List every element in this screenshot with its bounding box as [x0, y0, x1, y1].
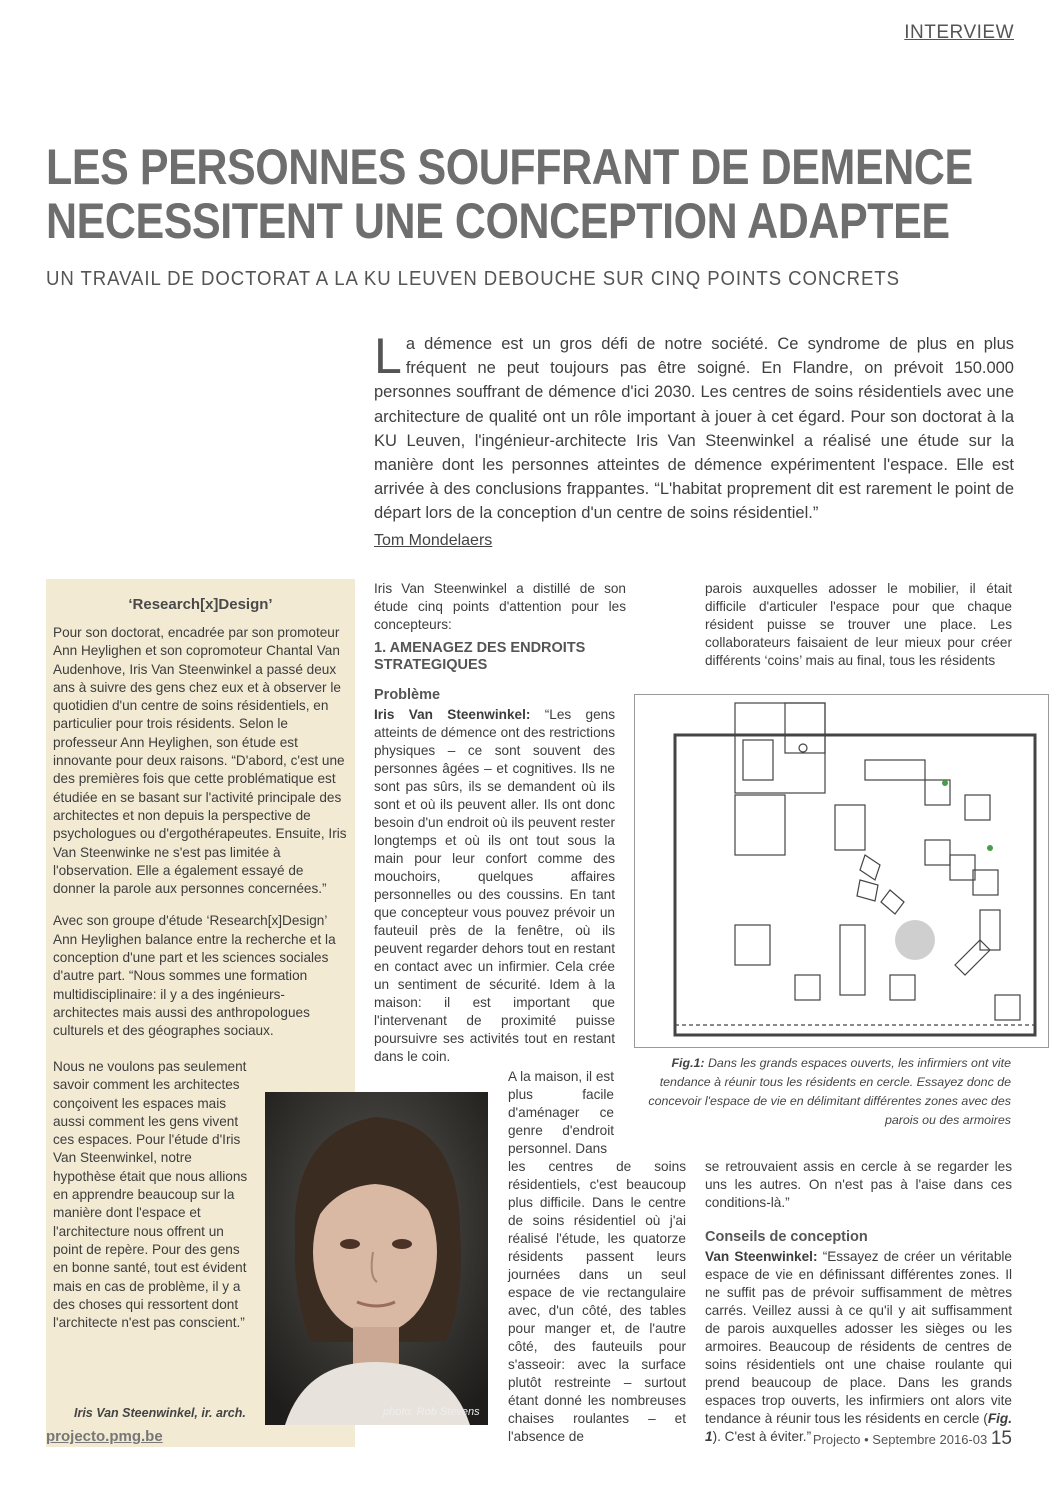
subheading-conseils: Conseils de conception	[705, 1229, 868, 1245]
section-heading-1: 1. AMENAGEZ DES ENDROITS STRATEGIQUES	[374, 640, 586, 673]
sidebar-text	[53, 624, 349, 1055]
title-line-2: NECESSITENT UNE CONCEPTION ADAPTEE	[46, 193, 950, 249]
author-link[interactable]: Tom Mondelaers	[374, 532, 493, 549]
column-3-continued: se retrouvaient assis en cercle à se regarder les uns les autres. On n'est pas à l'aise dans ces conditions-là.”	[705, 1159, 1012, 1210]
caption-label: Fig.1:	[671, 1056, 705, 1070]
figure-caption	[636, 1054, 1011, 1130]
column-3-body-end: ). C'est à éviter.”	[712, 1429, 812, 1444]
footer-website-link[interactable]: projecto.pmg.be	[46, 1428, 163, 1445]
article-subtitle: UN TRAVAIL DE DOCTORAT A LA KU LEUVEN DEBOUCHE SUR CINQ POINTS CONCRETS	[46, 268, 900, 290]
section-tag: INTERVIEW	[904, 22, 1014, 43]
column-2-narrow: A la maison, il est plus facile d'aménager ce genre d'endroit personnel. Dans	[508, 1069, 614, 1156]
portrait-illustration	[265, 1092, 488, 1425]
column-3-body-text: “Essayez de créer un véritable espace de vie en définissant différentes zones. Il ne suffit pas de prévoir suffisamment de mètres carrés. Veillez aussi à ce qu'il y ait suffisamment de parois auxquelles adosser les sièges ou les armoires. Beaucoup de résidents de centres de soins résidentiels ont une chaise roulante qui prend beaucoup de place. Dans les grands espaces trop ouverts, les infirmiers ont alors vite tendance à réunir tous les résidents en cercle (	[705, 1249, 1012, 1426]
floor-plan-drawing	[635, 695, 1048, 1047]
article-title	[46, 140, 1026, 248]
caption-text: Dans les grands espaces ouverts, les infirmiers ont vite tendance à réunir tous les résidents en cercle. Essayez donc de concevoir l'espace de vie en délimitant différentes zones avec des parois ou des armoires	[648, 1056, 1011, 1127]
speaker-label-2: Van Steenwinkel:	[705, 1249, 818, 1264]
portrait-photo	[265, 1092, 488, 1425]
column-3-body	[705, 1248, 1012, 1446]
lead-text: a démence est un gros défi de notre société. Ce syndrome de plus en plus fréquent ne peut toujours pas être soigné. En Flandre, on prévoit 150.000 personnes souffrant de démence d'ici 2030. Les centres de soins résidentiels avec une architecture de qualité ont un rôle important à jouer à cet égard. Pour son doctorat à la KU Leuven, l'ingénieur-architecte Iris Van Steenwinkel a réalisé une étude sur la manière dont les personnes atteintes de démence expérimentent l'espace. Elle est arrivée à des conclusions frappantes. “L'habitat proprement dit est rarement le point de départ lors de la conception d'un centre de soins résidentiel.”	[374, 335, 1014, 523]
drop-cap: L	[374, 328, 402, 384]
sidebar-paragraph-2: Avec son groupe d'étude ‘Research[x]Design’ Ann Heylighen balance entre la recherche et la conception d'une part et les sciences sociales d'autre part. “Nous sommes une formation multidisciplinaire: il y a des ingénieurs-architectes mais aussi des anthropologues culturels et des géographes sociaux.	[53, 913, 336, 1039]
column-2-body	[374, 706, 615, 1066]
footer-issue-text: Projecto • Septembre 2016-03	[812, 1432, 988, 1447]
figure-reference: Fig. 1	[705, 1411, 1012, 1444]
column-2-body-text: “Les gens atteints de démence ont des restrictions physiques – ce sont souvent des personnes âgées – et cognitives. Ils ne sont pas sûrs, ils se demandent où ils sont et où ils peuvent aller. Ils ont donc besoin d'un endroit où ils peuvent rester longtemps et où ils ont tout sous la main pour leur confort comme des mouchoirs, quelques affaires personnelles ou des coussins. En tant que concepteur vous pouvez prévoir un fauteuil près de la fenêtre, où ils peuvent regarder dehors tout en restant en contact avec un infirmier. Cela crée un sentiment de sécurité. Idem à la maison: il est important que l'intervenant de proximité puisse poursuivre ses activités tout en restant dans le coin.	[374, 707, 616, 1064]
speaker-label: Iris Van Steenwinkel:	[374, 707, 531, 722]
subheading-probleme: Problème	[374, 687, 441, 703]
column-2-bottom: les centres de soins résidentiels, c'est beaucoup plus difficile. Dans le centre de soins résidentiel où j'ai réalisé l'étude, les quatorze résidents passent leurs journées dans un seul espace de vie rectangulaire avec, d'un côté, des tables pour manger et, de l'autre côté, des fauteuils pour s'asseoir: avec la surface plutôt restreinte – surtout étant donné les nombreuses chaises roulantes – et l'absence de	[508, 1159, 686, 1444]
portrait-signature: Iris Van Steenwinkel, ir. arch.	[74, 1406, 246, 1420]
page-number: 15	[990, 1428, 1012, 1449]
title-line-1: LES PERSONNES SOUFFRANT DE DEMENCE	[46, 139, 973, 195]
photo-credit: photo: Rob Stevens	[383, 1406, 480, 1418]
footer-issue	[813, 1428, 1012, 1450]
floor-plan-figure	[634, 694, 1049, 1048]
column-3-top: parois auxquelles adosser le mobilier, il était difficile d'articuler l'espace pour que chaque résident puisse se trouver une place. Les collaborateurs faisaient de leur mieux pour créer différents ‘coins’ mais au final, tous les résidents	[705, 581, 1012, 668]
sidebar-title: ‘Research[x]Design’	[128, 596, 273, 613]
column-2-intro: Iris Van Steenwinkel a distillé de son étude cinq points d'attention pour les concepteurs:	[374, 581, 626, 632]
sidebar-paragraph-3: Nous ne voulons pas seulement savoir comment les architectes conçoivent les espaces mais aussi comment les gens vivent ces espaces. Pour l'étude d'Iris Van Steenwinkel, notre hypothèse était que nous allions en apprendre beaucoup sur la manière dont l'espace et l'architecture nous offrent un point de repère. Pour des gens en bonne santé, tout est évident mais en cas de problème, il y a des choses qui ressortent dont l'architecte n'est pas conscient.”	[53, 1059, 248, 1331]
lead-paragraph	[374, 328, 1014, 526]
sidebar-paragraph-1: Pour son doctorat, encadrée par son promoteur Ann Heylighen et son copromoteur Chantal Van Audenhove, Iris Van Steenwinkel a passé deux ans à suivre des gens chez eux et à observer le quotidien d'un centre de soins résidentiels, en particulier pour trois résidents. Selon le professeur Ann Heylighen, son étude est innovante pour deux raisons. “D'abord, c'est une des premières fois que cette problématique est étudiée en se basant sur l'activité principale des architectes et non depuis la perspective de psychologues ou d'ergothérapeutes. Ensuite, Iris Van Steenwinke ne s'est pas limitée à l'observation. Elle a également essayé de donner la parole aux personnes concernées.”	[53, 625, 347, 897]
